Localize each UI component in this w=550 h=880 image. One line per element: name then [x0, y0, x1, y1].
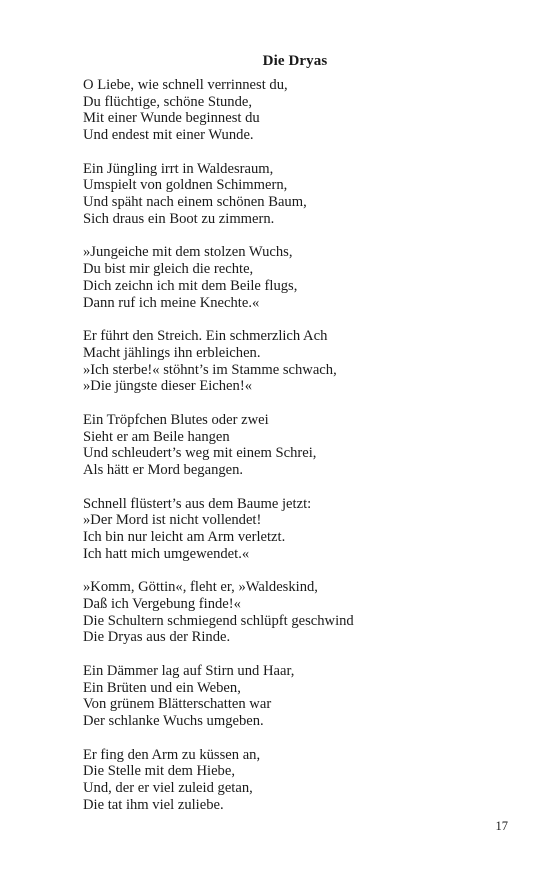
verse-line: Und, der er viel zuleid getan,: [83, 780, 253, 797]
verse-line: Ein Dämmer lag auf Stirn und Haar,: [83, 662, 295, 679]
verse-line: Ein Jüngling irrt in Waldesraum,: [83, 160, 274, 177]
verse-line: »Der Mord ist nicht vollendet!: [83, 512, 262, 529]
verse-line: Sieht er am Beile hangen: [83, 428, 230, 445]
stanza: [83, 496, 503, 563]
verse-line: »Jungeiche mit dem stolzen Wuchs,: [83, 244, 293, 261]
poem-title: Die Dryas: [262, 53, 328, 69]
verse-line: Als hätt er Mord begangen.: [83, 461, 244, 478]
verse-line: Und späht nach einem schönen Baum,: [83, 194, 307, 211]
verse-line: Der schlanke Wuchs umgeben.: [83, 713, 264, 730]
verse-line: Du flüchtige, schöne Stunde,: [83, 93, 253, 110]
verse-line: Du bist mir gleich die rechte,: [83, 261, 254, 278]
verse-line: Schnell flüstert’s aus dem Baume jetzt:: [83, 495, 312, 512]
verse-line: Die Stelle mit dem Hiebe,: [83, 763, 235, 780]
verse-line: Und schleudert’s weg mit einem Schrei,: [83, 445, 317, 462]
page-number: 17: [495, 819, 508, 833]
verse-line: Dann ruf ich meine Knechte.«: [83, 294, 260, 311]
stanza: [83, 663, 503, 730]
stanza: [83, 747, 503, 814]
verse-line: Dich zeichn ich mit dem Beile flugs,: [83, 277, 298, 294]
stanza: [83, 77, 503, 144]
verse-line: Ein Tröpfchen Blutes oder zwei: [83, 411, 269, 428]
verse-line: Ein Brüten und ein Weben,: [83, 679, 241, 696]
verse-line: Sich draus ein Boot zu zimmern.: [83, 210, 275, 227]
stanza: [83, 412, 503, 479]
verse-line: Ich bin nur leicht am Arm verletzt.: [83, 528, 286, 545]
verse-line: Umspielt von goldnen Schimmern,: [83, 177, 288, 194]
verse-line: Mit einer Wunde beginnest du: [83, 110, 260, 127]
stanza: [83, 328, 503, 395]
verse-line: Er führt den Streich. Ein schmerzlich Ach: [83, 328, 328, 345]
verse-line: Die Dryas aus der Rinde.: [83, 629, 231, 646]
verse-line: Von grünem Blätterschatten war: [83, 696, 272, 713]
verse-line: Die tat ihm viel zuliebe.: [83, 796, 224, 813]
verse-line: Er fing den Arm zu küssen an,: [83, 746, 261, 763]
verse-line: »Ich sterbe!« stöhnt’s im Stamme schwach,: [83, 361, 337, 378]
verse-line: »Komm, Göttin«, fleht er, »Waldeskind,: [83, 579, 318, 596]
verse-line: Ich hatt mich umgewendet.«: [83, 545, 250, 562]
stanza: [83, 161, 503, 228]
verse-line: »Die jüngste dieser Eichen!«: [83, 378, 252, 395]
verse-line: Macht jählings ihn erbleichen.: [83, 344, 261, 361]
verse-line: Und endest mit einer Wunde.: [83, 127, 254, 144]
verse-line: O Liebe, wie schnell verrinnest du,: [83, 77, 288, 93]
verse-line: Daß ich Vergebung finde!«: [83, 595, 241, 612]
stanza: [83, 244, 503, 311]
verse-line: Die Schultern schmiegend schlüpft geschwind: [83, 612, 354, 629]
stanza: [83, 579, 503, 646]
poem-body: [83, 77, 503, 830]
